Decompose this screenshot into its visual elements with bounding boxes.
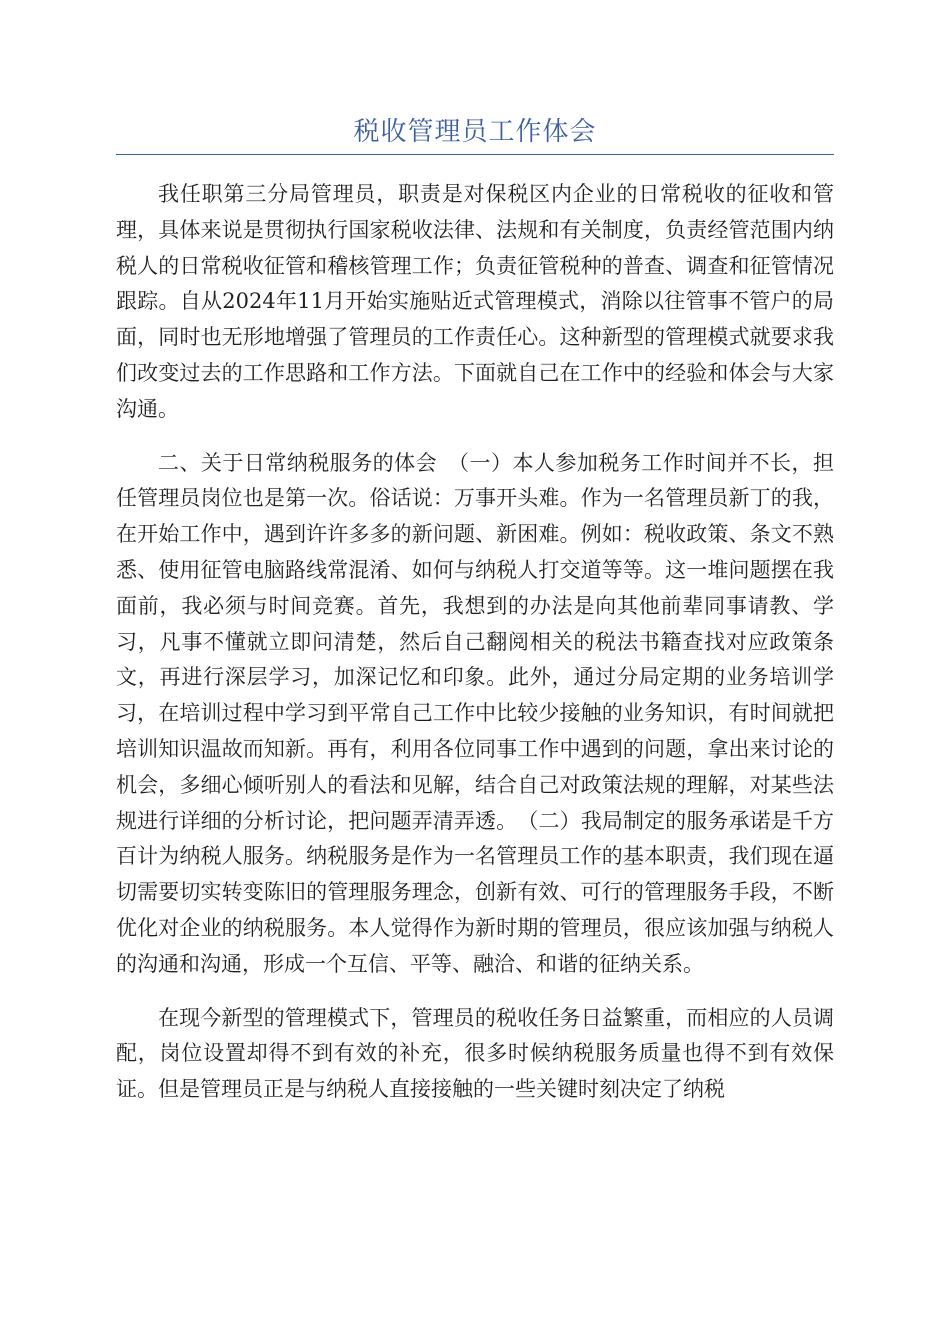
paragraph-new-management-mode: 在现今新型的管理模式下，管理员的税收任务日益繁重，而相应的人员调配，岗位设置却得不到有效的补充，很多时候纳税服务质量也得不到有效保证。但是管理员正是与纳税人直接接触的一些关键时刻决定了纳税: [116, 1005, 834, 1102]
title-underline: [116, 154, 834, 155]
page-title: 税收管理员工作体会: [353, 117, 597, 147]
paragraph-service-experience: 二、关于日常纳税服务的体会 （一）本人参加税务工作时间并不长，担任管理员岗位也是第一次。俗话说：万事开头难。作为一名管理员新丁的我，在开始工作中，遇到许许多多的新问题、新困难。例如：税收政策、条文不熟悉、使用征管电脑路线常混淆、如何与纳税人打交道等等。这一堆问题摆在我面前，我必须与时间竞赛。首先，我想到的办法是向其他前辈同事请教、学习，凡事不懂就立即问清楚，然后自己翻阅相关的税法书籍查找对应政策条文，再进行深层学习，加深记忆和印象。此外，通过分局定期的业务培训学习，在培训过程中学习到平常自己工作中比较少接触的业务知识，有时间就把培训知识温故而知新。再有，利用各位同事工作中遇到的问题，拿出来讨论的机会，多细心倾听别人的看法和见解，结合自己对政策法规的理解，对某些法规进行详细的分析讨论，把问题弄清弄透。 （二）我局制定的服务承诺是千方百计为纳税人服务。纳税服务是作为一名管理员工作的基本职责，我们现在逼切需要切实转变陈旧的管理服务理念，创新有效、可行的管理服务手段，不断优化对企业的纳税服务。本人觉得作为新时期的管理员，很应该加强与纳税人的沟通和沟通，形成一个互信、平等、融洽、和谐的征纳关系。: [116, 450, 834, 976]
paragraph-intro: 我任职第三分局管理员，职责是对保税区内企业的日常税收的征收和管理，具体来说是贯彻执行国家税收法律、法规和有关制度，负责经管范围内纳税人的日常税收征管和稽核管理工作；负责征管税种的普查、调查和征管情况跟踪。自从2024年11月开始实施贴近式管理模式，消除以往管事不管户的局面，同时也无形地增强了管理员的工作责任心。这种新型的管理模式就要求我们改变过去的工作思路和工作方法。下面就自己在工作中的经验和体会与大家沟通。: [116, 182, 834, 421]
document-page: [116, 110, 834, 1126]
